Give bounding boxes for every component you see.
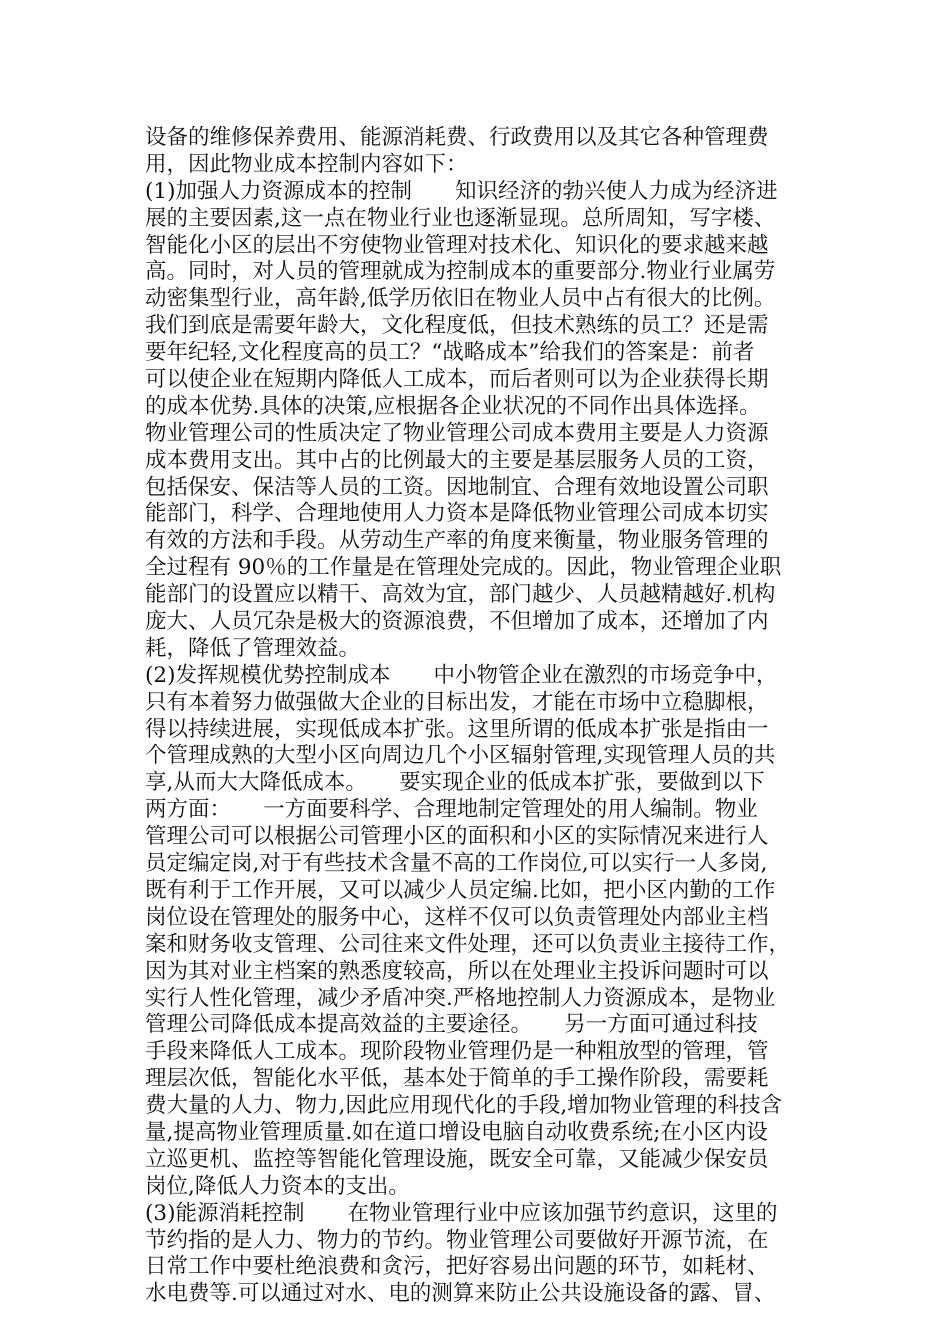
text-line: 物业管理公司的性质决定了物业管理公司成本费用主要是人力资源	[145, 420, 769, 446]
text-line: (1)加强人力资源成本的控制 知识经济的勃兴使人力成为经济进	[145, 178, 778, 204]
text-line: 节约指的是人力、物力的节约。物业管理公司要做好开源节流，在	[145, 1227, 769, 1253]
text-line: 能部门，科学、合理地使用人力资本是降低物业管理公司成本切实	[145, 501, 769, 527]
text-line: 高。同时，对人员的管理就成为控制成本的重要部分.物业行业属劳	[145, 259, 776, 285]
text-line: 要年纪轻,文化程度高的员工？“战略成本”给我们的答案是：前者	[145, 340, 755, 366]
text-line: 成本费用支出。其中占的比例最大的主要是基层服务人员的工资，	[145, 447, 769, 473]
text-line: 水电费等.可以通过对水、电的测算来防止公共设施设备的露、冒、	[145, 1281, 776, 1307]
text-line: 两方面： 一方面要科学、合理地制定管理处的用人编制。物业	[145, 797, 758, 823]
text-line: 岗位设在管理处的服务中心，这样不仅可以负责管理处内部业主档	[145, 904, 769, 930]
text-line: 设备的维修保养费用、能源消耗费、行政费用以及其它各种管理费	[145, 125, 769, 150]
text-line: 量,提高物业管理质量.如在道口增设电脑自动收费系统;在小区内设	[145, 1119, 768, 1145]
text-line: 展的主要因素,这一点在物业行业也逐渐显现。总所周知，写字楼、	[145, 205, 776, 231]
text-line: 全过程有 90％的工作量是在管理处完成的。因此，物业管理企业职	[145, 555, 782, 581]
body-text	[145, 125, 825, 1308]
text-line: 立巡更机、监控等智能化管理设施，既安全可靠，又能减少保安员	[145, 1146, 769, 1172]
text-line: 的成本优势.具体的决策,应根据各企业状况的不同作出具体选择。	[145, 393, 761, 419]
text-line: (3)能源消耗控制 在物业管理行业中应该加强节约意识，这里的	[145, 1200, 778, 1226]
text-line: 可以使企业在短期内降低人工成本，而后者则可以为企业获得长期	[145, 367, 769, 393]
text-line: 得以持续进展，实现低成本扩张。这里所谓的低成本扩张是指由一	[145, 716, 769, 742]
text-line: 个管理成熟的大型小区向周边几个小区辐射管理,实现管理人员的共	[145, 743, 776, 769]
text-line: 包括保安、保洁等人员的工资。因地制宜、合理有效地设置公司职	[145, 474, 769, 500]
text-line: 有效的方法和手段。从劳动生产率的角度来衡量，物业服务管理的	[145, 528, 769, 554]
text-line: 只有本着努力做强做大企业的目标出发，才能在市场中立稳脚根，	[145, 689, 769, 715]
text-line: 我们到底是需要年龄大，文化程度低，但技术熟练的员工？还是需	[145, 313, 769, 339]
text-line: 动密集型行业，高年龄,低学历依旧在物业人员中占有很大的比例。	[145, 286, 776, 312]
text-line: 员定编定岗,对于有些技术含量不高的工作岗位,可以实行一人多岗,	[145, 851, 768, 877]
text-line: 理层次低，智能化水平低，基本处于简单的手工操作阶段，需要耗	[145, 1066, 769, 1092]
text-line: 耗，降低了管理效益。	[145, 635, 361, 661]
text-line: 岗位,降低人力资本的支出。	[145, 1173, 410, 1199]
text-line: 管理公司降低成本提高效益的主要途径。 另一方面可通过科技	[145, 1012, 758, 1038]
text-line: (2)发挥规模优势控制成本 中小物管企业在激烈的市场竞争中，	[145, 662, 778, 688]
text-line: 实行人性化管理，减少矛盾冲突.严格地控制人力资源成本，是物业	[145, 985, 776, 1011]
text-line: 因为其对业主档案的熟悉度较高，所以在处理业主投诉问题时可以	[145, 958, 769, 984]
text-line: 智能化小区的层出不穷使物业管理对技术化、知识化的要求越来越	[145, 232, 769, 258]
text-line: 用，因此物业成本控制内容如下：	[145, 151, 468, 177]
text-line: 享,从而大大降低成本。 要实现企业的低成本扩张，要做到以下	[145, 770, 765, 796]
text-line: 庞大、人员冗杂是极大的资源浪费，不但增加了成本，还增加了内	[145, 609, 769, 635]
text-line: 案和财务收支管理、公司往来文件处理，还可以负责业主接待工作，	[145, 931, 791, 957]
text-line: 管理公司可以根据公司管理小区的面积和小区的实际情况来进行人	[145, 824, 769, 850]
text-line: 费大量的人力、物力,因此应用现代化的手段,增加物业管理的科技含	[145, 1093, 783, 1119]
text-line: 能部门的设置应以精干、高效为宜，部门越少、人员越精越好.机构	[145, 582, 776, 608]
text-line: 既有利于工作开展，又可以减少人员定编.比如，把小区内勤的工作	[145, 877, 776, 903]
text-line: 日常工作中要杜绝浪费和贪污，把好容易出问题的环节，如耗材、	[145, 1254, 769, 1280]
text-line: 手段来降低人工成本。现阶段物业管理仍是一种粗放型的管理，管	[145, 1039, 769, 1065]
